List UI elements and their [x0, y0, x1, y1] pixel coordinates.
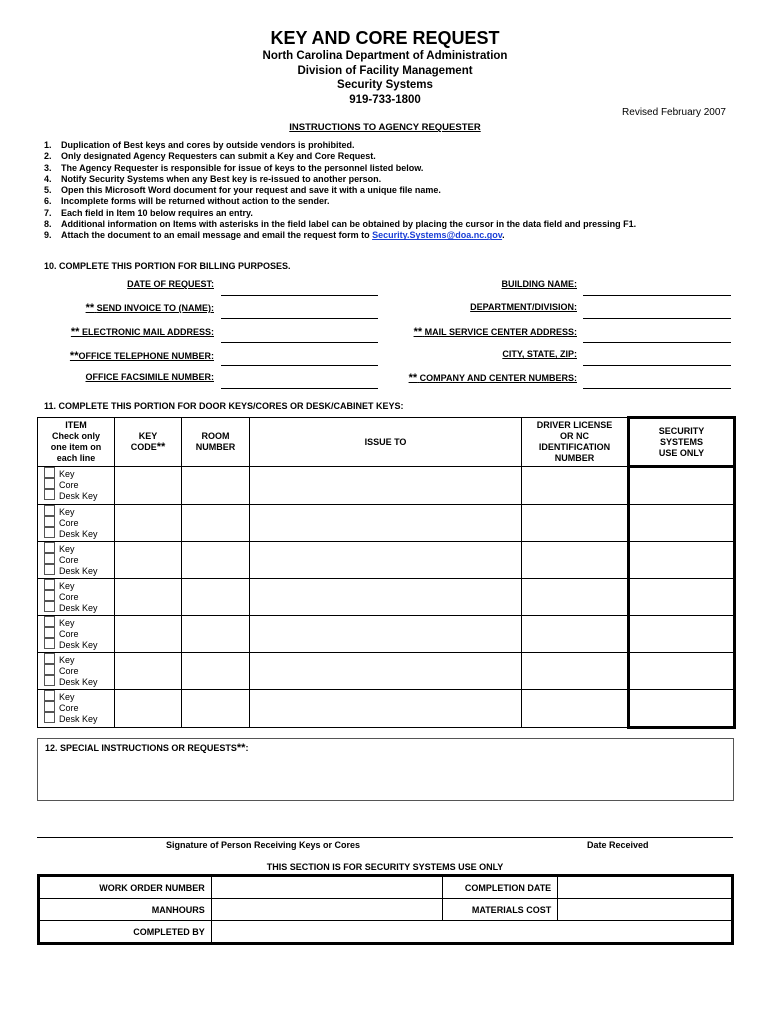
table-row — [38, 616, 735, 653]
core-checkbox-option[interactable] — [38, 516, 114, 527]
checkbox[interactable] — [44, 664, 55, 675]
company-center-field[interactable] — [583, 388, 731, 389]
special-instructions-box[interactable] — [37, 738, 734, 801]
item-options-cell — [38, 542, 115, 579]
driver-license-cell[interactable] — [522, 505, 629, 542]
checkbox-label: Desk Key — [59, 491, 98, 501]
security-use-cell — [629, 616, 735, 653]
manhours-label: MANHOURS — [39, 899, 212, 921]
instruction-item: 4. Notify Security Systems when any Best key is re-issued to another person. — [44, 173, 382, 184]
checkbox[interactable] — [44, 579, 55, 590]
phone-number: 919-733-1800 — [349, 94, 421, 106]
checkbox[interactable] — [44, 653, 55, 664]
desk-key-checkbox-option[interactable] — [38, 712, 114, 723]
issue-to-cell[interactable] — [250, 653, 522, 690]
driver-license-cell[interactable] — [522, 690, 629, 728]
checkbox[interactable] — [44, 505, 55, 516]
email-link[interactable]: Security.Systems@doa.nc.gov — [372, 230, 503, 241]
signature-label: Signature of Person Receiving Keys or Cores — [166, 840, 361, 850]
security-use-cell — [629, 690, 735, 728]
unit-name: Security Systems — [337, 79, 433, 91]
core-checkbox-option[interactable] — [38, 590, 114, 601]
room-number-column-header: ROOM NUMBER — [182, 418, 250, 467]
key-checkbox-option[interactable] — [38, 690, 114, 701]
checkbox[interactable] — [44, 701, 55, 712]
room-number-cell[interactable] — [182, 690, 250, 728]
checkbox-label: Desk Key — [59, 677, 98, 687]
department-field[interactable] — [583, 318, 731, 319]
checkbox-label: Desk Key — [59, 603, 98, 613]
core-checkbox-option[interactable] — [38, 478, 114, 489]
issue-to-cell[interactable] — [250, 616, 522, 653]
office-fax-field[interactable] — [221, 388, 378, 389]
checkbox[interactable] — [44, 690, 55, 701]
key-code-cell[interactable] — [115, 690, 182, 728]
office-phone-field[interactable] — [221, 365, 378, 366]
checkbox[interactable] — [44, 478, 55, 489]
instruction-item: 6. Incomplete forms will be returned without action to the sender. — [44, 196, 330, 207]
division-name: Division of Facility Management — [297, 65, 473, 77]
security-use-cell — [629, 542, 735, 579]
item-options-cell — [38, 690, 115, 728]
desk-key-checkbox-option[interactable] — [38, 489, 114, 500]
driver-license-column-header: DRIVER LICENSE OR NC IDENTIFICATION NUMBER — [522, 418, 629, 467]
key-code-cell[interactable] — [115, 467, 182, 505]
key-code-cell[interactable] — [115, 542, 182, 579]
item-options-cell — [38, 579, 115, 616]
checkbox-label: Core — [59, 518, 79, 528]
checkbox[interactable] — [44, 516, 55, 527]
checkbox-label: Key — [59, 655, 75, 665]
desk-key-checkbox-option[interactable] — [38, 564, 114, 575]
checkbox-label: Desk Key — [59, 714, 98, 724]
instructions-heading: INSTRUCTIONS TO AGENCY REQUESTER — [289, 122, 481, 133]
checkbox[interactable] — [44, 527, 55, 538]
city-state-zip-field[interactable] — [583, 365, 731, 366]
room-number-cell[interactable] — [182, 505, 250, 542]
desk-key-checkbox-option[interactable] — [38, 601, 114, 612]
instruction-item: 9. Attach the document to an email message and email the request form to Security.Systems@doa.nc.gov. — [44, 230, 505, 241]
security-use-table — [37, 874, 734, 945]
building-name-field[interactable] — [583, 295, 731, 296]
instruction-item: 1. Duplication of Best keys and cores by outside vendors is prohibited. — [44, 140, 355, 150]
room-number-cell[interactable] — [182, 579, 250, 616]
key-code-cell[interactable] — [115, 653, 182, 690]
table-row — [38, 690, 735, 728]
agency-name: North Carolina Department of Administration — [262, 50, 508, 62]
issue-to-cell[interactable] — [250, 690, 522, 728]
driver-license-cell[interactable] — [522, 467, 629, 505]
electronic-mail-label: ** ELECTRONIC MAIL ADDRESS: — [70, 326, 214, 338]
completion-date-label: COMPLETION DATE — [442, 876, 557, 899]
checkbox-label: Desk Key — [59, 529, 98, 539]
billing-heading: 10. COMPLETE THIS PORTION FOR BILLING PURPOSES. — [44, 261, 291, 271]
instruction-item: 8. Additional information on Items with asterisks in the field label can be obtained by placing the cursor in the data field and pressing F1. — [44, 219, 637, 230]
keys-table — [37, 416, 736, 729]
checkbox[interactable] — [44, 590, 55, 601]
mail-service-label: ** MAIL SERVICE CENTER ADDRESS: — [413, 326, 577, 338]
keys-heading: 11. COMPLETE THIS PORTION FOR DOOR KEYS/CORES OR DESK/CABINET KEYS: — [44, 401, 404, 411]
revision-date: Revised February 2007 — [622, 107, 726, 118]
building-name-label: BUILDING NAME: — [501, 279, 577, 289]
checkbox-label: Core — [59, 666, 79, 676]
instruction-item: 3. The Agency Requester is responsible for issue of keys to the personnel listed below. — [44, 162, 424, 173]
key-code-cell[interactable] — [115, 505, 182, 542]
checkbox[interactable] — [44, 489, 55, 500]
keys-table-header — [38, 418, 735, 467]
key-code-column-header: KEY CODE** — [115, 418, 182, 467]
checkbox[interactable] — [44, 638, 55, 649]
completed-by-field[interactable] — [211, 921, 732, 944]
key-checkbox-option[interactable] — [38, 653, 114, 664]
item-options-cell — [38, 616, 115, 653]
department-label: DEPARTMENT/DIVISION: — [470, 302, 577, 312]
checkbox-label: Core — [59, 592, 79, 602]
key-code-cell[interactable] — [115, 616, 182, 653]
key-checkbox-option[interactable] — [38, 542, 114, 553]
checkbox[interactable] — [44, 627, 55, 638]
issue-to-cell[interactable] — [250, 505, 522, 542]
core-checkbox-option[interactable] — [38, 627, 114, 638]
checkbox-label: Key — [59, 544, 75, 554]
table-row — [38, 579, 735, 616]
checkbox-label: Key — [59, 618, 75, 628]
checkbox-label: Key — [59, 581, 75, 591]
room-number-cell[interactable] — [182, 542, 250, 579]
checkbox-label: Desk Key — [59, 640, 98, 650]
issue-to-cell[interactable] — [250, 579, 522, 616]
table-row — [38, 653, 735, 690]
checkbox[interactable] — [44, 542, 55, 553]
core-checkbox-option[interactable] — [38, 553, 114, 564]
room-number-cell[interactable] — [182, 467, 250, 505]
office-fax-label: OFFICE FACSIMILE NUMBER: — [85, 372, 214, 382]
item-options-cell — [38, 467, 115, 505]
checkbox[interactable] — [44, 564, 55, 575]
work-order-field[interactable] — [211, 876, 442, 899]
checkbox[interactable] — [44, 467, 55, 478]
special-instructions-heading: 12. SPECIAL INSTRUCTIONS OR REQUESTS**: — [45, 742, 249, 754]
driver-license-cell[interactable] — [522, 616, 629, 653]
key-checkbox-option[interactable] — [38, 505, 114, 516]
checkbox[interactable] — [44, 712, 55, 723]
desk-key-checkbox-option[interactable] — [38, 527, 114, 538]
security-section-heading: THIS SECTION IS FOR SECURITY SYSTEMS USE ONLY — [266, 862, 504, 872]
item-options-cell — [38, 653, 115, 690]
driver-license-cell[interactable] — [522, 542, 629, 579]
electronic-mail-field[interactable] — [221, 342, 378, 343]
room-number-cell[interactable] — [182, 616, 250, 653]
date-of-request-label: DATE OF REQUEST: — [127, 279, 214, 289]
instruction-item: 7. Each field in Item 10 below requires an entry. — [44, 207, 253, 218]
security-use-cell — [629, 653, 735, 690]
key-checkbox-option[interactable] — [38, 467, 114, 478]
desk-key-checkbox-option[interactable] — [38, 675, 114, 686]
item-column-header: ITEM Check only one item on each line — [38, 418, 115, 467]
page-title: KEY AND CORE REQUEST — [270, 28, 500, 48]
company-center-label: ** COMPANY AND CENTER NUMBERS: — [408, 372, 577, 384]
office-phone-label: **OFFICE TELEPHONE NUMBER: — [69, 350, 214, 362]
issue-to-cell[interactable] — [250, 542, 522, 579]
key-checkbox-option[interactable] — [38, 579, 114, 590]
security-use-cell — [629, 505, 735, 542]
security-use-cell — [629, 467, 735, 505]
work-order-label: WORK ORDER NUMBER — [39, 876, 212, 899]
key-code-cell[interactable] — [115, 579, 182, 616]
table-row — [38, 467, 735, 505]
checkbox-label: Key — [59, 469, 75, 479]
manhours-field[interactable] — [211, 899, 442, 921]
security-use-cell — [629, 579, 735, 616]
materials-cost-label: MATERIALS COST — [442, 899, 557, 921]
send-invoice-label: ** SEND INVOICE TO (NAME): — [85, 302, 214, 314]
date-received-label: Date Received — [587, 840, 649, 850]
table-row — [38, 542, 735, 579]
completion-date-field[interactable] — [558, 876, 733, 899]
checkbox[interactable] — [44, 616, 55, 627]
driver-license-cell[interactable] — [522, 653, 629, 690]
checkbox-label: Core — [59, 480, 79, 490]
checkbox[interactable] — [44, 553, 55, 564]
checkbox[interactable] — [44, 675, 55, 686]
checkbox[interactable] — [44, 601, 55, 612]
issue-to-cell[interactable] — [250, 467, 522, 505]
issue-to-column-header: ISSUE TO — [250, 418, 522, 467]
key-checkbox-option[interactable] — [38, 616, 114, 627]
checkbox-label: Desk Key — [59, 566, 98, 576]
checkbox-label: Core — [59, 555, 79, 565]
core-checkbox-option[interactable] — [38, 701, 114, 712]
driver-license-cell[interactable] — [522, 579, 629, 616]
checkbox-label: Key — [59, 692, 75, 702]
send-invoice-field[interactable] — [221, 318, 378, 319]
city-state-zip-label: CITY, STATE, ZIP: — [502, 349, 577, 359]
checkbox-label: Key — [59, 507, 75, 517]
room-number-cell[interactable] — [182, 653, 250, 690]
checkbox-label: Core — [59, 703, 79, 713]
instruction-item: 2. Only designated Agency Requesters can submit a Key and Core Request. — [44, 151, 376, 162]
instructions-list — [44, 140, 636, 242]
materials-cost-field[interactable] — [558, 899, 733, 921]
core-checkbox-option[interactable] — [38, 664, 114, 675]
instruction-item: 5. Open this Microsoft Word document for your request and save it with a unique file name. — [44, 185, 441, 196]
checkbox-label: Core — [59, 629, 79, 639]
date-of-request-field[interactable] — [221, 295, 378, 296]
desk-key-checkbox-option[interactable] — [38, 638, 114, 649]
table-row — [38, 505, 735, 542]
mail-service-field[interactable] — [583, 342, 731, 343]
security-use-column-header: SECURITY SYSTEMS USE ONLY — [629, 418, 735, 467]
completed-by-label: COMPLETED BY — [39, 921, 212, 944]
item-options-cell — [38, 505, 115, 542]
signature-line[interactable] — [37, 837, 733, 838]
